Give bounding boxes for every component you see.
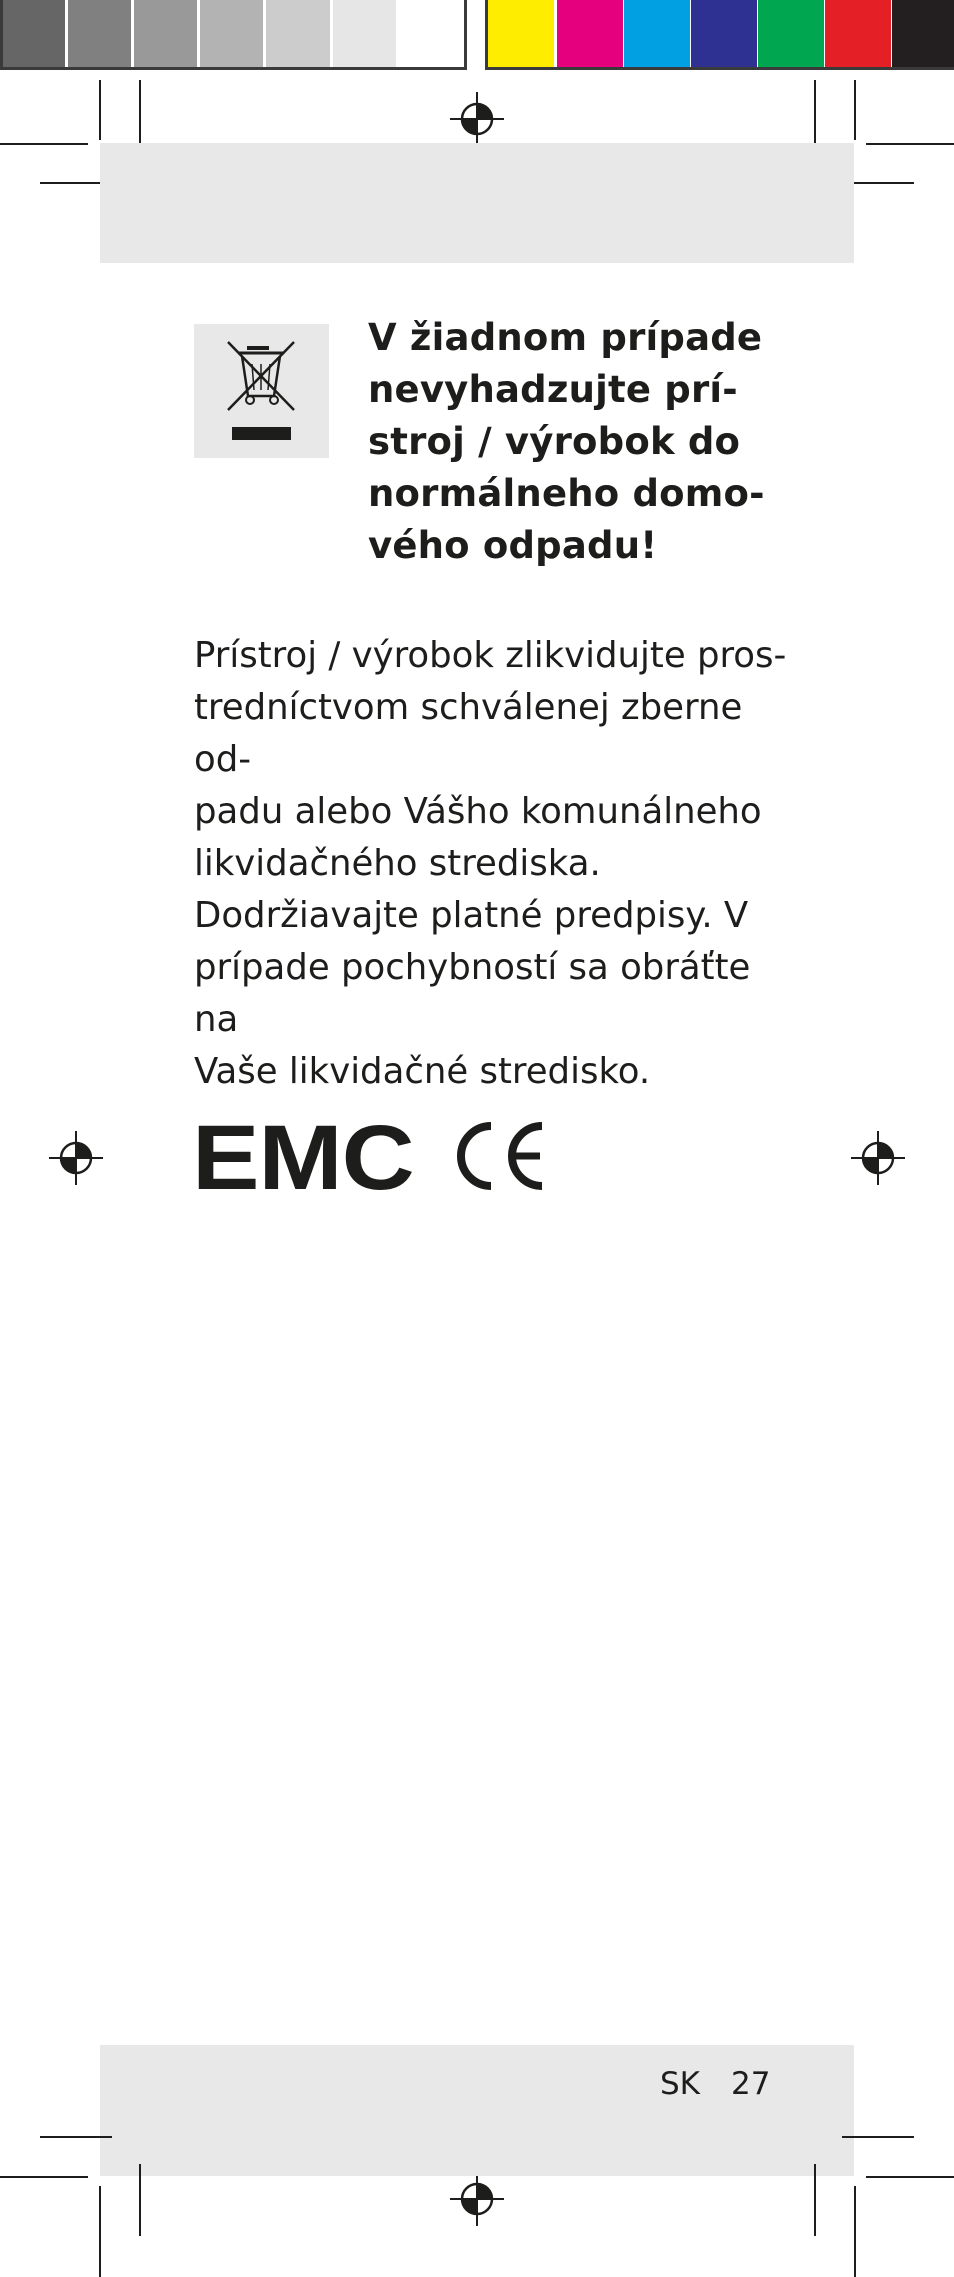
- gray-swatch-frame: [0, 0, 467, 70]
- crop-mark: [0, 143, 88, 145]
- crop-mark: [814, 80, 816, 152]
- paragraph-line: Vaše likvidačné stredisko.: [194, 1051, 651, 1092]
- registration-mark-icon: [450, 2172, 504, 2226]
- disposal-paragraph: [194, 630, 794, 890]
- crossed-out-bin-icon: [194, 324, 329, 458]
- weee-heading: [368, 312, 788, 572]
- crop-mark: [139, 80, 141, 152]
- ce-mark-icon: [454, 1121, 549, 1191]
- paragraph-line: padu alebo Vášho komunálneho: [194, 791, 762, 832]
- crop-mark: [866, 2176, 954, 2178]
- crop-mark: [854, 2186, 856, 2277]
- heading-line: vého odpadu!: [368, 524, 658, 567]
- paragraph-line: tredníctvom schválenej zberne od-: [194, 687, 743, 780]
- crop-mark: [842, 2136, 914, 2138]
- paragraph-line: likvidačného strediska.: [194, 843, 601, 884]
- header-band: [100, 143, 854, 263]
- page-number: 27: [731, 2066, 771, 2102]
- heading-line: nevyhadzujte prí-: [368, 368, 738, 411]
- language-code: SK: [660, 2066, 701, 2102]
- weee-symbol: [194, 324, 329, 458]
- crop-mark: [139, 2164, 141, 2236]
- paragraph-line: prípade pochybností sa obráťte na: [194, 947, 751, 1040]
- registration-mark-icon: [49, 1131, 103, 1185]
- crop-mark: [854, 80, 856, 140]
- heading-line: normálneho domo-: [368, 472, 765, 515]
- footer-band: [100, 2045, 854, 2176]
- registration-mark-icon: [851, 1131, 905, 1185]
- crop-mark: [99, 80, 101, 140]
- registration-mark-icon: [450, 92, 504, 146]
- emc-mark: EMC: [192, 1107, 414, 1209]
- crop-mark: [866, 143, 954, 145]
- regulations-paragraph: [194, 890, 794, 1098]
- heading-line: stroj / výrobok do: [368, 420, 741, 463]
- crop-mark: [99, 2186, 101, 2277]
- heading-line: V žiadnom prípade: [368, 316, 763, 359]
- crop-mark: [40, 2136, 112, 2138]
- crop-mark: [0, 2176, 88, 2178]
- paragraph-line: Dodržiavajte platné predpisy. V: [194, 895, 749, 936]
- crop-mark: [814, 2164, 816, 2236]
- color-swatch-frame: [485, 0, 954, 70]
- paragraph-line: Prístroj / výrobok zlikvidujte pros-: [194, 635, 787, 676]
